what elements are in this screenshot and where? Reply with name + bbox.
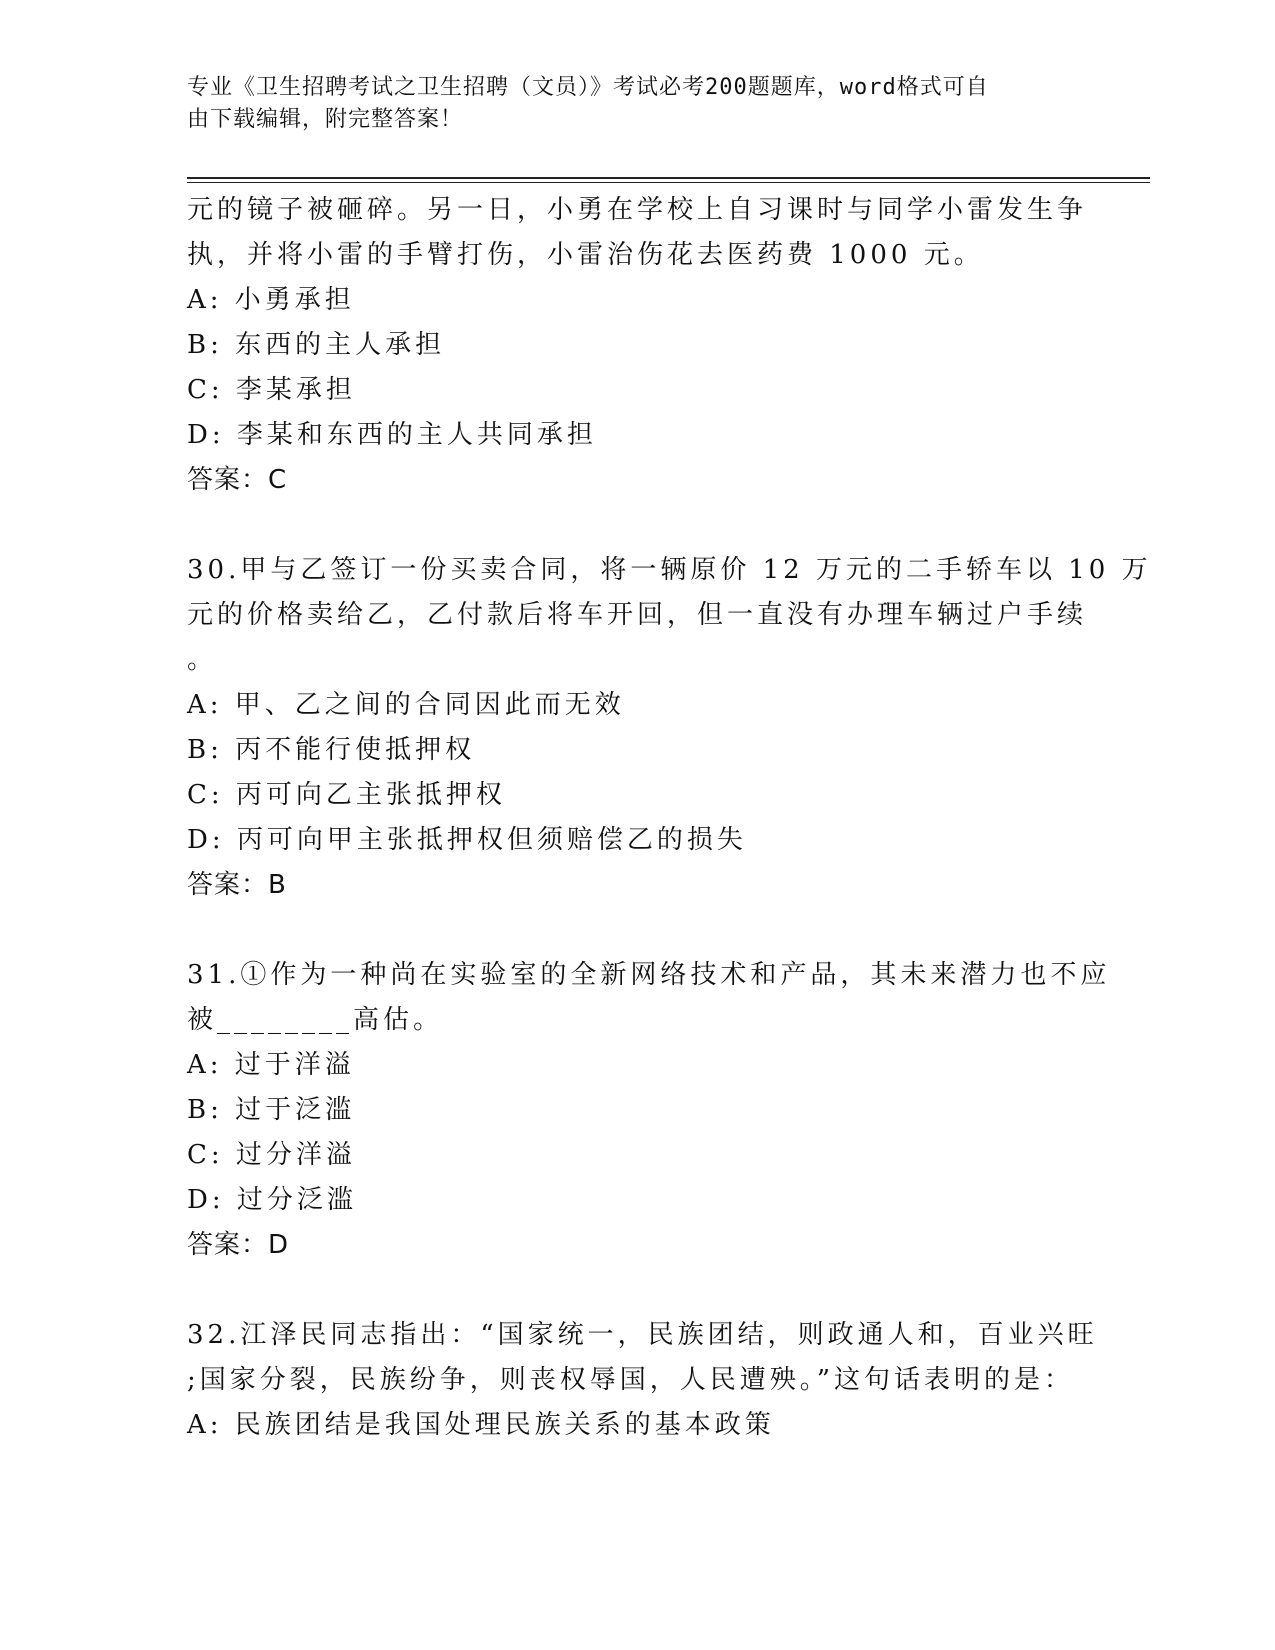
option-d: D: 过分泛滥 (187, 1185, 357, 1215)
option-b: B: 东西的主人承担 (187, 330, 446, 360)
answer-line: 答案：D (187, 1230, 290, 1260)
option-b: B: 过于泛滥 (187, 1095, 356, 1125)
option-d: D: 丙可向甲主张抵押权但须赔偿乙的损失 (187, 825, 747, 855)
question-32 (187, 1313, 1098, 1448)
question-text-line: 元的镜子被砸碎。另一日，小勇在学校上自习课时与同学小雷发生争 (187, 195, 1088, 225)
answer-line: 答案：C (187, 465, 288, 495)
option-c: C: 李某承担 (187, 375, 356, 405)
header-line-1: 专业《卫生招聘考试之卫生招聘（文员）》考试必考200题题库，word格式可自 (187, 75, 989, 100)
option-a: A: 小勇承担 (187, 285, 355, 315)
option-a: A: 过于洋溢 (187, 1050, 355, 1080)
option-c: C: 丙可向乙主张抵押权 (187, 780, 506, 810)
question-continuation (187, 188, 1087, 503)
document-header (187, 72, 1067, 136)
document-body (187, 188, 1152, 1448)
option-a: A: 甲、乙之间的合同因此而无效 (187, 690, 625, 720)
spacer (187, 908, 1087, 953)
option-a: A: 民族团结是我国处理民族关系的基本政策 (187, 1410, 775, 1440)
option-b: B: 丙不能行使抵押权 (187, 735, 476, 765)
question-text-line: 30.甲与乙签订一份买卖合同，将一辆原价 12 万元的二手轿车以 10 万 (187, 555, 1152, 585)
question-text-line: 31.①作为一种尚在实验室的全新网络技术和产品，其未来潜力也不应 (187, 960, 1111, 990)
spacer (187, 1268, 1087, 1313)
spacer (187, 503, 1087, 548)
header-divider (187, 177, 1150, 183)
answer-line: 答案：B (187, 870, 287, 900)
question-text-line: 32.江泽民同志指出：“国家统一，民族团结，则政通人和，百业兴旺 (187, 1320, 1098, 1350)
question-text-line: 。 (187, 645, 218, 675)
question-text-line: 元的价格卖给乙，乙付款后将车开回，但一直没有办理车辆过户手续 (187, 600, 1088, 630)
option-c: C: 过分洋溢 (187, 1140, 356, 1170)
header-line-2: 由下载编辑，附完整答案！ (187, 107, 464, 132)
question-text-line: 执，并将小雷的手臂打伤，小雷治伤花去医药费 1000 元。 (187, 240, 984, 270)
question-text-line: 被________高估。 (187, 1005, 444, 1035)
question-text-line: ;国家分裂，民族纷争，则丧权辱国，人民遭殃。”这句话表明的是： (187, 1365, 1075, 1395)
question-30 (187, 548, 1152, 908)
question-31 (187, 953, 1111, 1268)
option-d: D: 李某和东西的主人共同承担 (187, 420, 597, 450)
